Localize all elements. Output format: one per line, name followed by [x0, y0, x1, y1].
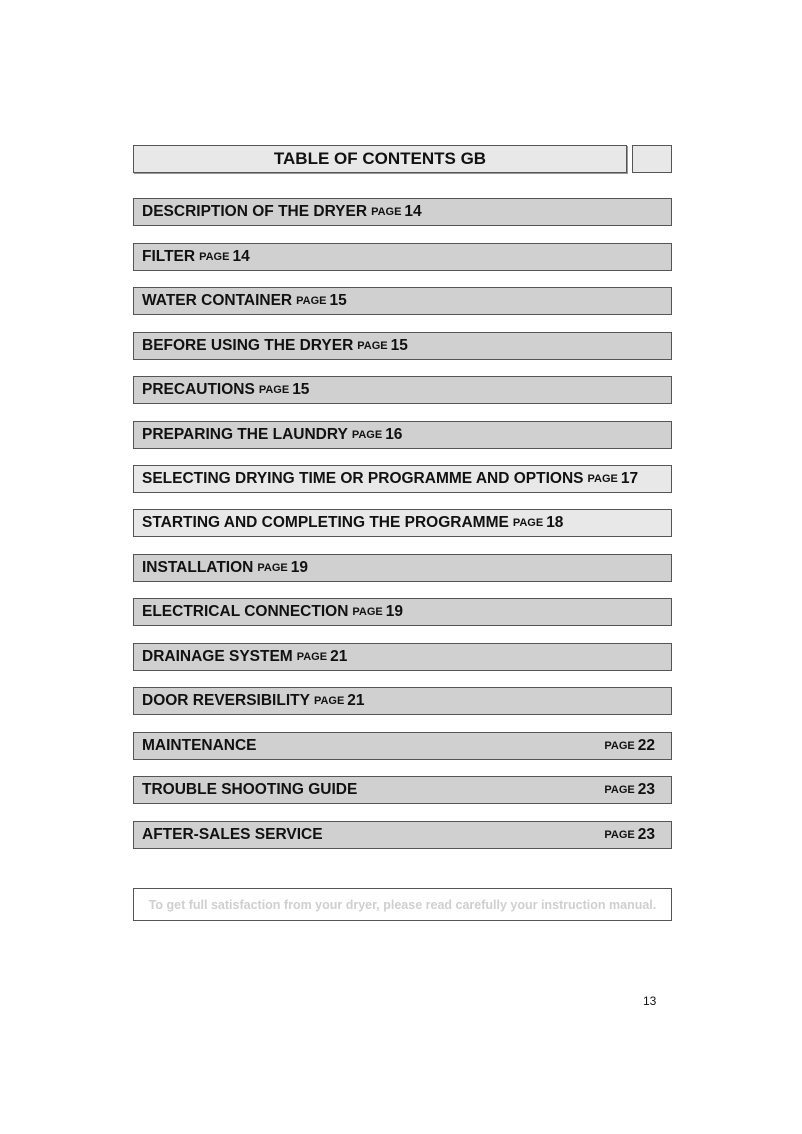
entry-label: DRAINAGE SYSTEM	[142, 648, 293, 665]
entry-label: STARTING AND COMPLETING THE PROGRAMME	[142, 514, 509, 531]
entry-label: PRECAUTIONS	[142, 381, 255, 398]
entry-page: 15	[390, 337, 408, 354]
toc-entry[interactable]	[133, 821, 672, 849]
page-word: PAGE	[371, 206, 402, 218]
toc-entry[interactable]	[133, 598, 672, 626]
page-word: PAGE	[357, 340, 388, 352]
entry-page: 23	[637, 826, 655, 843]
entry-label: BEFORE USING THE DRYER	[142, 337, 354, 354]
page-word: PAGE	[587, 473, 618, 485]
toc-entry[interactable]	[133, 732, 672, 760]
page-word: PAGE	[512, 517, 544, 529]
page-word: PAGE	[257, 562, 288, 574]
entry-page-ref	[600, 733, 655, 759]
entry-page: 19	[385, 603, 403, 620]
instruction-note: To get full satisfaction from your dryer, please read carefully your instruction manual.	[133, 888, 672, 921]
entry-page: 17	[620, 470, 639, 487]
toc-title: TABLE OF CONTENTS GB	[133, 145, 627, 173]
page-word: PAGE	[604, 740, 635, 752]
entry-label: SELECTING DRYING TIME OR PROGRAMME AND OPTIONS	[142, 470, 584, 487]
entry-page: 23	[637, 781, 655, 798]
entry-label: FILTER	[142, 248, 196, 265]
entry-label: DESCRIPTION OF THE DRYER	[142, 203, 368, 220]
page-number: 13	[643, 994, 657, 1008]
toc-entry[interactable]	[133, 554, 672, 582]
entry-page: 21	[330, 648, 348, 665]
entry-label: TROUBLE SHOOTING GUIDE	[142, 781, 358, 798]
toc-entry[interactable]	[133, 421, 672, 449]
toc-entry[interactable]	[133, 687, 672, 715]
page-word: PAGE	[604, 784, 635, 796]
entry-label: ELECTRICAL CONNECTION	[142, 603, 349, 620]
entry-page: 14	[232, 248, 250, 265]
entry-page-ref	[600, 777, 655, 803]
title-side-box	[632, 145, 672, 173]
page-word: PAGE	[258, 384, 290, 396]
toc-entry[interactable]	[133, 776, 672, 804]
toc-entry[interactable]	[133, 376, 672, 404]
toc-entry[interactable]	[133, 243, 672, 271]
entry-page: 15	[292, 381, 310, 398]
toc-entry[interactable]	[133, 198, 672, 226]
entry-page: 22	[637, 737, 655, 754]
entry-label: MAINTENANCE	[142, 737, 257, 754]
page-word: PAGE	[604, 829, 635, 841]
entry-label: DOOR REVERSIBILITY	[142, 692, 310, 709]
entry-page: 19	[290, 559, 308, 576]
entry-page: 21	[347, 692, 365, 709]
entry-label: AFTER-SALES SERVICE	[142, 826, 323, 843]
entry-page: 14	[404, 203, 422, 220]
page-word: PAGE	[296, 295, 327, 307]
page-word: PAGE	[199, 251, 230, 263]
entry-page-ref	[600, 822, 655, 848]
page-word: PAGE	[351, 429, 383, 441]
toc-entry[interactable]	[133, 465, 672, 493]
entry-page: 18	[546, 514, 564, 531]
page-word: PAGE	[352, 606, 383, 618]
entry-label: WATER CONTAINER	[142, 292, 293, 309]
toc-entry[interactable]	[133, 287, 672, 315]
entry-label: INSTALLATION	[142, 559, 254, 576]
page-word: PAGE	[313, 695, 345, 707]
toc-entry[interactable]	[133, 509, 672, 537]
toc-entry[interactable]	[133, 332, 672, 360]
page-word: PAGE	[296, 651, 328, 663]
entry-page: 15	[329, 292, 347, 309]
entry-label: PREPARING THE LAUNDRY	[142, 426, 348, 443]
toc-entry[interactable]	[133, 643, 672, 671]
entry-page: 16	[385, 426, 403, 443]
